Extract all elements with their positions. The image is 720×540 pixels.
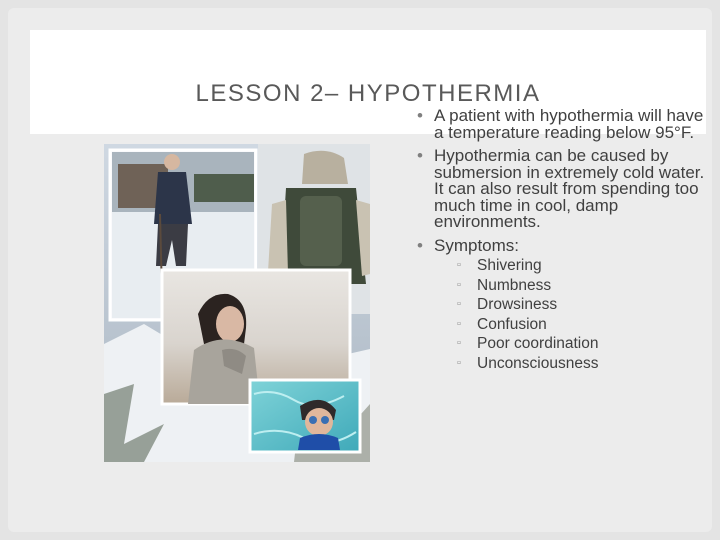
bullet-marker: • [417,106,423,125]
sub-bullet-marker: ▫ [457,317,461,330]
bullet-text: Symptoms: [434,235,520,255]
sub-bullet-marker: ▫ [457,337,461,349]
bullet-marker: • [417,146,423,165]
bullet-item [415,235,705,374]
sub-bullet-marker: ▫ [457,278,461,291]
symptom-text: Poor coordination [477,335,599,352]
symptom-text: Confusion [477,315,547,333]
sub-bullet-marker: ▫ [457,259,461,271]
symptom-item [457,276,705,296]
bullet-text: Hypothermia can be caused by submersion in extremely cold water. It can also result from spending too much time in cool, damp environments. [434,146,705,231]
symptom-text: Unconsciousness [477,354,599,372]
bullet-marker: • [417,235,423,255]
hypothermia-photo-collage [104,144,370,462]
child-swimming-photo [250,380,360,452]
sub-bullet-marker: ▫ [457,356,461,369]
symptom-item [457,334,705,354]
slide-title: LESSON 2– HYPOTHERMIA [195,80,541,107]
symptom-item [457,295,705,315]
bullet-item [415,108,705,141]
bullet-item [415,148,705,231]
sub-bullet-marker: ▫ [457,298,461,310]
symptom-item [457,315,705,335]
symptom-item [457,256,705,276]
symptom-text: Numbness [477,276,552,294]
bullet-text: A patient with hypothermia will have a temperature reading below 95°F. [434,106,704,142]
symptoms-list [457,256,705,373]
collage-image [104,144,370,462]
symptom-item [457,354,705,374]
symptom-text: Shivering [477,257,542,274]
bullet-list [415,108,705,380]
symptom-text: Drowsiness [477,296,558,313]
